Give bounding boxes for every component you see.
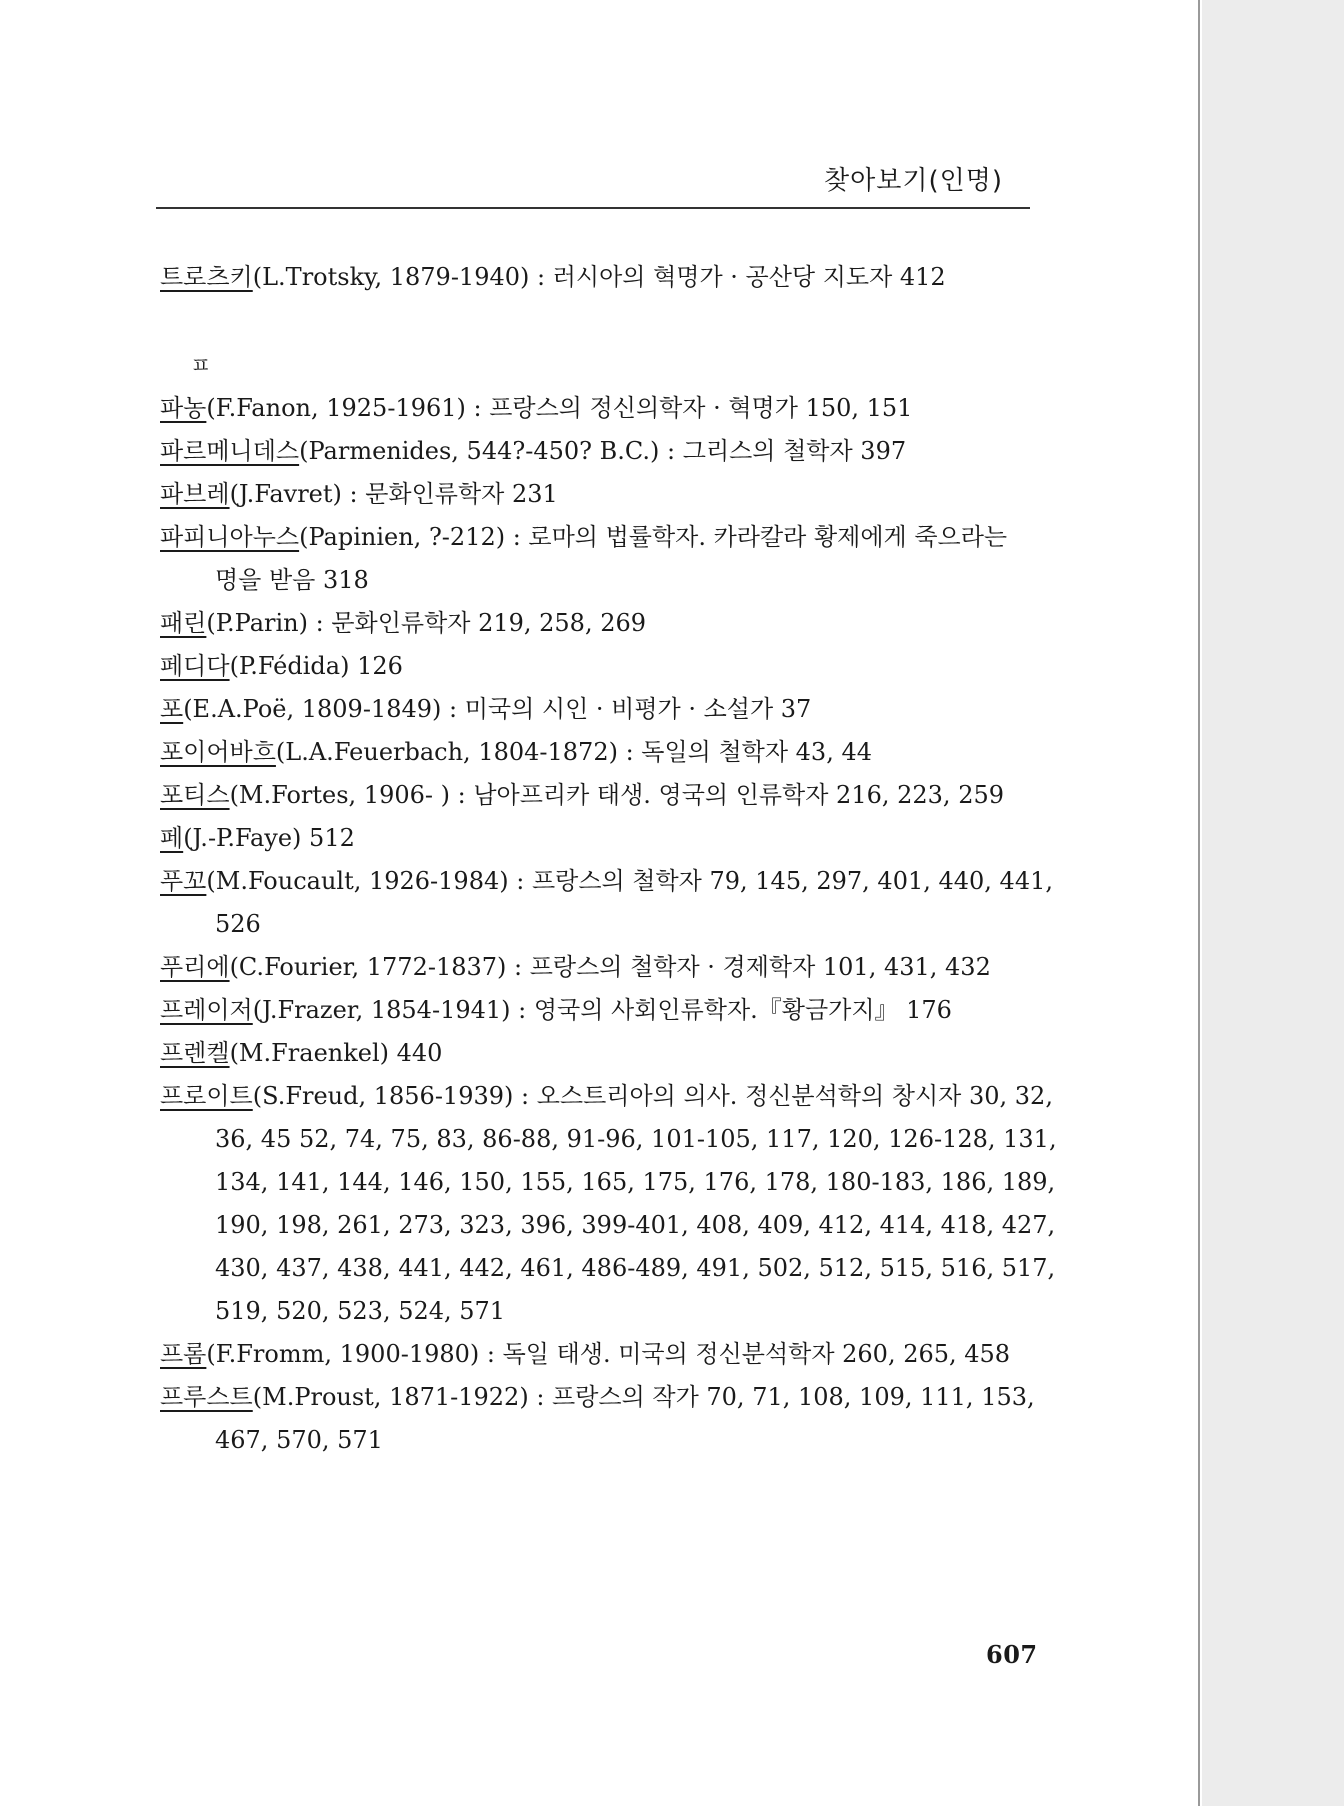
entry-text: (Parmenides, 544?-450? B.C.) : 그리스의 철학자 397 (299, 437, 907, 465)
viewer-margin (1202, 0, 1344, 1806)
entry-name: 프루스트 (160, 1383, 253, 1411)
entry-text: (J.Favret) : 문화인류학자 231 (229, 480, 558, 508)
entry-name: 페디다 (160, 652, 230, 680)
index-entry (160, 430, 1060, 473)
entry-text: (S.Freud, 1856-1939) : 오스트리아의 의사. 정신분석학의 창시자 30, 32, 36, 45 52, 74, 75, 83, 86-88, 91-96, 101-105, 117, 120, 126-128, 131, 134, 141, 144, 146, 150, 155, 165, 175, 176, 178, 180-183, 186, 189, 190, 198, 261, 273, 323, 396, 399-401, 408, 409, 412, 414, 418, 427, 430, 437, 438, 441, 442, 461, 486-489, 491, 502, 512, 515, 516, 517, 519, 520, 523, 524, 571 (215, 1082, 1057, 1325)
entry-text: (C.Fourier, 1772-1837) : 프랑스의 철학자 · 경제학자 101, 431, 432 (229, 953, 991, 981)
index-entries (160, 256, 1060, 1462)
index-entry (160, 946, 1060, 989)
entry-text: (L.A.Feuerbach, 1804-1872) : 독일의 철학자 43, 44 (275, 738, 872, 766)
entry-text: (M.Foucault, 1926-1984) : 프랑스의 철학자 79, 145, 297, 401, 440, 441, 526 (206, 867, 1053, 938)
index-entry (160, 774, 1060, 817)
entry-text: (F.Fromm, 1900-1980) : 독일 태생. 미국의 정신분석학자 260, 265, 458 (206, 1340, 1011, 1368)
entry-name: 프로이트 (160, 1082, 253, 1110)
entry-name: 포 (160, 695, 184, 723)
index-entry (160, 989, 1060, 1032)
header-rule (156, 207, 1030, 209)
entry-text: (M.Fraenkel) 440 (229, 1039, 443, 1067)
entry-name: 패린 (160, 609, 207, 637)
index-entry (160, 1376, 1060, 1462)
entry-text: (M.Fortes, 1906- ) : 남아프리카 태생. 영국의 인류학자 216, 223, 259 (229, 781, 1004, 809)
index-entry (160, 860, 1060, 946)
entry-text: (P.Fédida) 126 (229, 652, 403, 680)
index-entry (160, 731, 1060, 774)
entry-name: 포이어바흐 (160, 738, 276, 766)
entry-text: (M.Proust, 1871-1922) : 프랑스의 작가 70, 71, 108, 109, 111, 153, 467, 570, 571 (215, 1383, 1035, 1454)
entry-name: 트로츠키 (160, 263, 253, 291)
entry-name: 파르메니데스 (160, 437, 300, 465)
entry-text: (E.A.Poë, 1809-1849) : 미국의 시인 · 비평가 · 소설가 37 (183, 695, 812, 723)
entry-name: 파브레 (160, 480, 230, 508)
index-entry (160, 516, 1060, 602)
running-head: 찾아보기(인명) (824, 166, 1003, 196)
entry-name: 포티스 (160, 781, 230, 809)
entry-text: (L.Trotsky, 1879-1940) : 러시아의 혁명가 · 공산당 지도자 412 (252, 263, 946, 291)
index-entry (160, 1075, 1060, 1333)
section-letter: ㅍ (190, 354, 212, 379)
entry-list (160, 387, 1060, 1462)
entry-text: (F.Fanon, 1925-1961) : 프랑스의 정신의학자 · 혁명가 150, 151 (206, 394, 913, 422)
entry-name: 프롬 (160, 1340, 207, 1368)
entry-name: 푸리에 (160, 953, 230, 981)
index-entry (160, 1333, 1060, 1376)
entry-name: 프레이저 (160, 996, 253, 1024)
index-entry (160, 387, 1060, 430)
entry-name: 파농 (160, 394, 207, 422)
index-entry (160, 256, 1060, 299)
entry-text: (J.Frazer, 1854-1941) : 영국의 사회인류학자.『황금가지』 176 (252, 996, 952, 1024)
entry-text: (J.-P.Faye) 512 (183, 824, 355, 852)
index-entry (160, 688, 1060, 731)
entry-name: 푸꼬 (160, 867, 207, 895)
index-entry (160, 473, 1060, 516)
index-entry (160, 1032, 1060, 1075)
entry-name: 페 (160, 824, 184, 852)
entry-name: 프렌켈 (160, 1039, 230, 1067)
entry-name: 파피니아누스 (160, 523, 300, 551)
index-entry (160, 817, 1060, 860)
page-number: 607 (986, 1640, 1038, 1669)
index-entry (160, 602, 1060, 645)
index-entry (160, 645, 1060, 688)
entry-text: (P.Parin) : 문화인류학자 219, 258, 269 (206, 609, 647, 637)
entry-text: (Papinien, ?-212) : 로마의 법률학자. 카라칼라 황제에게 죽으라는 명을 받음 318 (215, 523, 1008, 594)
